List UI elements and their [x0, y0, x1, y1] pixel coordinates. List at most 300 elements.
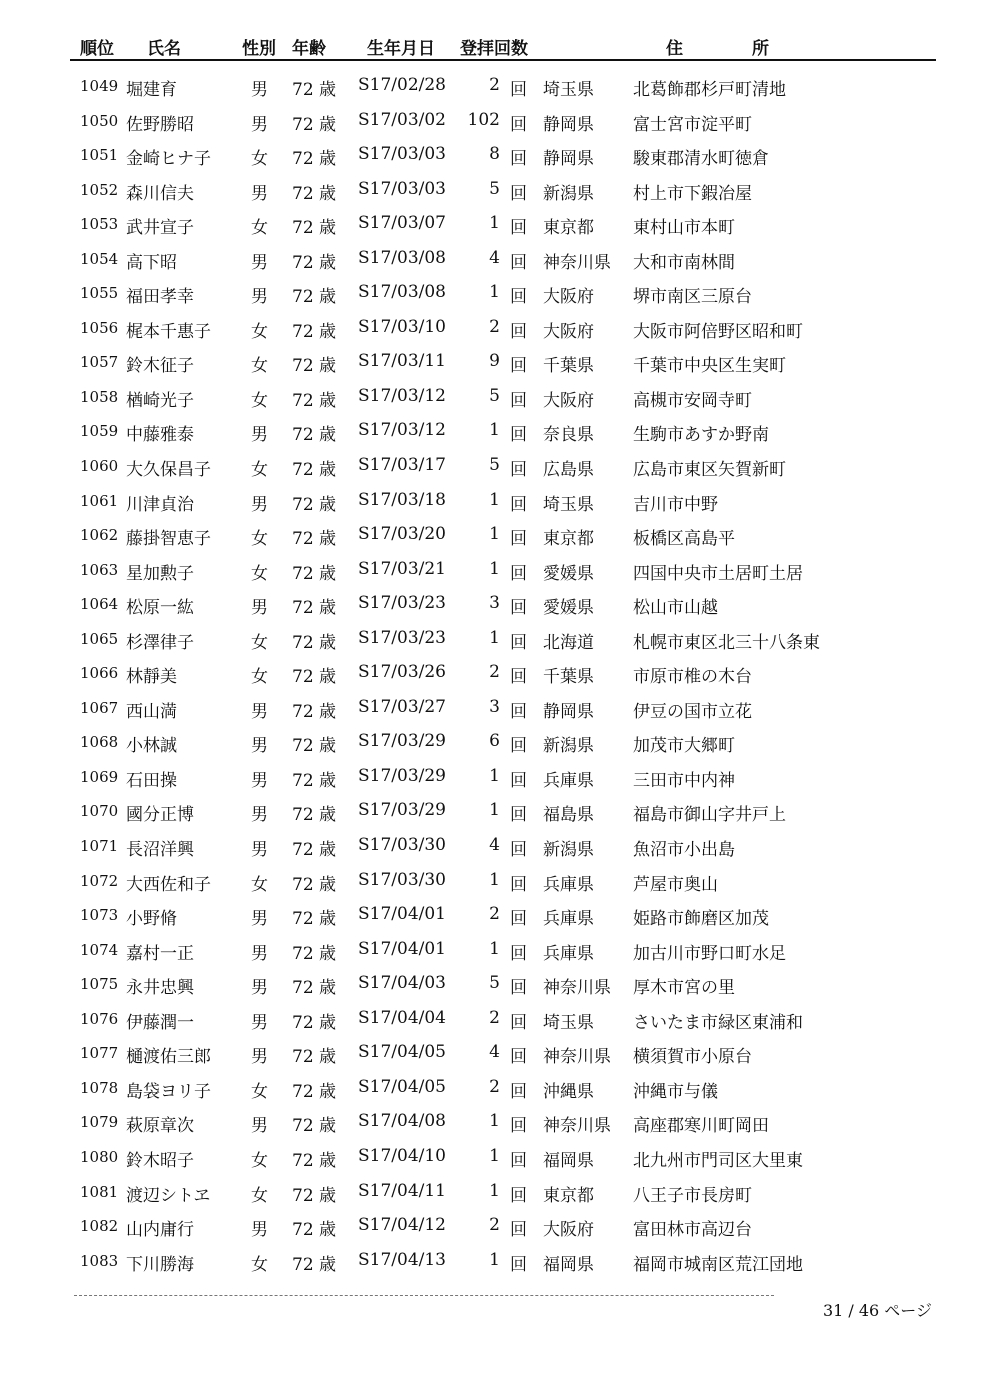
row-name: 山内庸行 [126, 1220, 194, 1241]
table-row [0, 1035, 988, 1070]
row-count-unit: 回 [510, 770, 527, 791]
row-prefecture: 愛媛県 [543, 598, 594, 619]
row-prefecture: 北海道 [543, 632, 594, 653]
row-count: 1 [489, 489, 500, 510]
row-count-unit: 回 [510, 701, 527, 722]
row-sex: 女 [251, 529, 268, 550]
row-count-unit: 回 [510, 598, 527, 619]
row-count: 2 [489, 316, 500, 337]
row-sex: 男 [251, 183, 268, 204]
row-prefecture: 兵庫県 [543, 770, 594, 791]
row-count-unit: 回 [510, 218, 527, 239]
row-address: 加茂市大郷町 [633, 736, 735, 757]
table-row [0, 1070, 988, 1105]
row-count-unit: 回 [510, 1220, 527, 1241]
row-prefecture: 神奈川県 [543, 978, 611, 999]
row-prefecture: 新潟県 [543, 840, 594, 861]
row-count-unit: 回 [510, 1254, 527, 1275]
row-name: 大西佐和子 [126, 874, 211, 895]
row-address: 生駒市あすか野南 [633, 425, 769, 446]
row-count: 2 [489, 1076, 500, 1097]
row-count-unit: 回 [510, 149, 527, 170]
row-number: 1076 [80, 1009, 119, 1028]
row-dob: S17/04/10 [358, 1145, 446, 1166]
row-prefecture: 静岡県 [543, 114, 594, 135]
row-name: 高下昭 [126, 252, 177, 273]
table-row [0, 137, 988, 172]
row-number: 1054 [80, 249, 119, 268]
row-age: 72 歳 [292, 287, 337, 308]
row-number: 1068 [80, 733, 119, 752]
row-count-unit: 回 [510, 1047, 527, 1068]
row-prefecture: 大阪府 [543, 321, 594, 342]
row-number: 1081 [80, 1182, 119, 1201]
row-dob: S17/03/10 [358, 316, 446, 337]
table-row [0, 344, 988, 379]
row-sex: 男 [251, 252, 268, 273]
row-count: 2 [489, 1215, 500, 1236]
row-number: 1080 [80, 1147, 119, 1166]
row-count-unit: 回 [510, 563, 527, 584]
row-age: 72 歳 [292, 183, 337, 204]
table-row [0, 863, 988, 898]
row-sex: 男 [251, 943, 268, 964]
row-number: 1082 [80, 1217, 119, 1236]
row-count: 4 [489, 1042, 500, 1063]
row-age: 72 歳 [292, 943, 337, 964]
row-sex: 女 [251, 667, 268, 688]
row-name: 下川勝海 [126, 1254, 194, 1275]
row-name: 永井忠興 [126, 978, 194, 999]
row-name: 大久保昌子 [126, 460, 211, 481]
row-count: 6 [489, 731, 500, 752]
row-age: 72 歳 [292, 1254, 337, 1275]
header-address-1: 住 [666, 39, 683, 59]
row-count: 5 [489, 973, 500, 994]
row-prefecture: 神奈川県 [543, 1047, 611, 1068]
row-name: 長沼洋興 [126, 840, 194, 861]
row-count: 1 [489, 1180, 500, 1201]
table-row [0, 932, 988, 967]
row-prefecture: 新潟県 [543, 736, 594, 757]
table-row [0, 448, 988, 483]
row-sex: 男 [251, 736, 268, 757]
row-address: 北葛飾郡杉戸町清地 [633, 80, 786, 100]
row-name: 梶本千惠子 [126, 321, 211, 342]
row-count: 3 [489, 696, 500, 717]
row-age: 72 歳 [292, 1012, 337, 1033]
row-address: 福岡市城南区荒江団地 [633, 1254, 803, 1275]
row-prefecture: 東京都 [543, 1185, 594, 1206]
row-dob: S17/04/01 [358, 904, 446, 925]
row-count-unit: 回 [510, 909, 527, 930]
row-address: 福島市御山字井戸上 [633, 805, 786, 826]
row-age: 72 歳 [292, 218, 337, 239]
row-address: 北九州市門司区大里東 [633, 1150, 803, 1171]
row-prefecture: 静岡県 [543, 149, 594, 170]
row-sex: 男 [251, 80, 268, 100]
row-prefecture: 東京都 [543, 218, 594, 239]
row-address: 駿東郡清水町徳倉 [633, 149, 769, 170]
row-age: 72 歳 [292, 149, 337, 170]
row-count-unit: 回 [510, 667, 527, 688]
table-row [0, 724, 988, 759]
row-count: 2 [489, 75, 500, 95]
row-number: 1066 [80, 664, 119, 683]
row-prefecture: 愛媛県 [543, 563, 594, 584]
row-prefecture: 大阪府 [543, 287, 594, 308]
row-number: 1067 [80, 698, 119, 717]
row-age: 72 歳 [292, 701, 337, 722]
row-address: 八王子市長房町 [633, 1185, 752, 1206]
table-row [0, 621, 988, 656]
row-name: 佐野勝昭 [126, 114, 194, 135]
row-age: 72 歳 [292, 114, 337, 135]
row-address: 板橋区高島平 [633, 529, 735, 550]
header-dob: 生年月日 [367, 39, 435, 59]
table-row [0, 1104, 988, 1139]
row-count: 1 [489, 765, 500, 786]
row-address: 伊豆の国市立花 [633, 701, 752, 722]
row-dob: S17/04/04 [358, 1007, 446, 1028]
row-dob: S17/03/29 [358, 731, 446, 752]
row-prefecture: 大阪府 [543, 1220, 594, 1241]
row-count-unit: 回 [510, 494, 527, 515]
row-prefecture: 広島県 [543, 460, 594, 481]
row-sex: 男 [251, 770, 268, 791]
row-age: 72 歳 [292, 632, 337, 653]
row-number: 1053 [80, 215, 119, 234]
row-count-unit: 回 [510, 736, 527, 757]
table-row [0, 241, 988, 276]
row-count: 2 [489, 662, 500, 683]
row-count: 1 [489, 282, 500, 303]
row-count-unit: 回 [510, 1150, 527, 1171]
table-row [0, 206, 988, 241]
row-dob: S17/04/12 [358, 1215, 446, 1236]
row-address: 加古川市野口町水足 [633, 943, 786, 964]
table-row [0, 103, 988, 138]
row-name: 伊藤潤一 [126, 1012, 194, 1033]
row-number: 1065 [80, 629, 119, 648]
row-name: 萩原章次 [126, 1116, 194, 1137]
row-count-unit: 回 [510, 632, 527, 653]
row-sex: 女 [251, 390, 268, 411]
row-dob: S17/03/17 [358, 455, 446, 476]
row-dob: S17/03/03 [358, 144, 446, 165]
row-age: 72 歳 [292, 252, 337, 273]
row-number: 1062 [80, 526, 119, 545]
row-dob: S17/04/01 [358, 938, 446, 959]
row-count: 1 [489, 800, 500, 821]
row-prefecture: 兵庫県 [543, 909, 594, 930]
row-address: 大和市南林間 [633, 252, 735, 273]
table-row [0, 586, 988, 621]
row-count-unit: 回 [510, 943, 527, 964]
row-count-unit: 回 [510, 460, 527, 481]
table-row [0, 68, 988, 103]
table-row [0, 413, 988, 448]
row-address: 高槻市安岡寺町 [633, 390, 752, 411]
header-name: 氏名 [147, 39, 181, 59]
row-address: 魚沼市小出島 [633, 840, 735, 861]
row-number: 1059 [80, 422, 119, 441]
row-sex: 女 [251, 632, 268, 653]
row-sex: 男 [251, 425, 268, 446]
row-dob: S17/03/29 [358, 800, 446, 821]
row-age: 72 歳 [292, 1185, 337, 1206]
row-age: 72 歳 [292, 736, 337, 757]
row-name: 國分正博 [126, 805, 194, 826]
row-number: 1063 [80, 560, 119, 579]
row-count: 1 [489, 558, 500, 579]
row-address: 松山市山越 [633, 598, 718, 619]
row-count: 1 [489, 213, 500, 234]
row-dob: S17/03/02 [358, 109, 446, 130]
row-address: 芦屋市奥山 [633, 874, 718, 895]
row-dob: S17/03/12 [358, 385, 446, 406]
row-address: 富田林市高辺台 [633, 1220, 752, 1241]
row-name: 川津貞治 [126, 494, 194, 515]
row-name: 島袋ヨリ子 [126, 1081, 211, 1102]
row-count-unit: 回 [510, 356, 527, 377]
row-prefecture: 奈良県 [543, 425, 594, 446]
row-number: 1083 [80, 1251, 119, 1270]
header-rank: 順位 [80, 39, 114, 59]
row-prefecture: 千葉県 [543, 667, 594, 688]
page-number: 31 / 46 ページ [822, 1301, 932, 1320]
row-dob: S17/04/03 [358, 973, 446, 994]
row-age: 72 歳 [292, 909, 337, 930]
row-age: 72 歳 [292, 598, 337, 619]
row-count-unit: 回 [510, 183, 527, 204]
row-number: 1056 [80, 318, 119, 337]
header-rule [70, 59, 936, 61]
row-prefecture: 埼玉県 [543, 494, 594, 515]
table-row [0, 517, 988, 552]
row-prefecture: 沖縄県 [543, 1081, 594, 1102]
row-count: 5 [489, 385, 500, 406]
row-address: 富士宮市淀平町 [633, 114, 752, 135]
row-count: 1 [489, 524, 500, 545]
row-count-unit: 回 [510, 1012, 527, 1033]
row-count-unit: 回 [510, 252, 527, 273]
row-number: 1064 [80, 595, 119, 614]
row-number: 1078 [80, 1078, 119, 1097]
row-prefecture: 大阪府 [543, 390, 594, 411]
row-count-unit: 回 [510, 874, 527, 895]
row-prefecture: 兵庫県 [543, 874, 594, 895]
row-address: 広島市東区矢賀新町 [633, 460, 786, 481]
row-address: 市原市椎の木台 [633, 667, 752, 688]
row-address: 沖縄市与儀 [633, 1081, 718, 1102]
row-count: 1 [489, 627, 500, 648]
row-count-unit: 回 [510, 425, 527, 446]
row-address: 千葉市中央区生実町 [633, 356, 786, 377]
row-name: 林靜美 [126, 667, 177, 688]
row-prefecture: 神奈川県 [543, 252, 611, 273]
row-age: 72 歳 [292, 1150, 337, 1171]
row-number: 1070 [80, 802, 119, 821]
row-dob: S17/02/28 [358, 75, 446, 95]
row-dob: S17/03/07 [358, 213, 446, 234]
row-count-unit: 回 [510, 1185, 527, 1206]
row-sex: 女 [251, 1185, 268, 1206]
table-row [0, 310, 988, 345]
row-age: 72 歳 [292, 1220, 337, 1241]
table-row [0, 1139, 988, 1174]
row-count: 1 [489, 1145, 500, 1166]
row-age: 72 歳 [292, 460, 337, 481]
row-dob: S17/04/13 [358, 1249, 446, 1270]
row-age: 72 歳 [292, 80, 337, 100]
row-sex: 女 [251, 149, 268, 170]
row-name: 藤掛智恵子 [126, 529, 211, 550]
row-count-unit: 回 [510, 1081, 527, 1102]
table-row [0, 1174, 988, 1209]
table-row [0, 828, 988, 863]
row-number: 1075 [80, 975, 119, 994]
table-row [0, 483, 988, 518]
row-count: 5 [489, 455, 500, 476]
row-dob: S17/03/21 [358, 558, 446, 579]
row-name: 嘉村一正 [126, 943, 194, 964]
row-prefecture: 神奈川県 [543, 1116, 611, 1137]
footer-divider [74, 1295, 774, 1296]
row-count-unit: 回 [510, 390, 527, 411]
row-count-unit: 回 [510, 529, 527, 550]
row-age: 72 歳 [292, 770, 337, 791]
row-count-unit: 回 [510, 978, 527, 999]
row-number: 1077 [80, 1044, 119, 1063]
row-dob: S17/04/08 [358, 1111, 446, 1132]
row-sex: 男 [251, 840, 268, 861]
row-name: 小林誠 [126, 736, 177, 757]
row-number: 1055 [80, 284, 119, 303]
row-count: 2 [489, 904, 500, 925]
row-prefecture: 千葉県 [543, 356, 594, 377]
row-number: 1074 [80, 940, 119, 959]
row-name: 武井宣子 [126, 218, 194, 239]
row-count-unit: 回 [510, 80, 527, 100]
table-row [0, 759, 988, 794]
table-header [70, 34, 936, 58]
row-age: 72 歳 [292, 563, 337, 584]
row-name: 渡辺シトヱ [126, 1185, 211, 1206]
table-row [0, 1001, 988, 1036]
row-age: 72 歳 [292, 1047, 337, 1068]
row-address: 横須賀市小原台 [633, 1047, 752, 1068]
row-count: 1 [489, 1249, 500, 1270]
row-prefecture: 埼玉県 [543, 80, 594, 100]
row-count: 4 [489, 247, 500, 268]
row-dob: S17/03/08 [358, 282, 446, 303]
row-name: 杉澤律子 [126, 632, 194, 653]
row-sex: 女 [251, 1081, 268, 1102]
row-address: 東村山市本町 [633, 218, 735, 239]
row-count: 3 [489, 593, 500, 614]
row-number: 1073 [80, 906, 119, 925]
row-number: 1079 [80, 1113, 119, 1132]
row-age: 72 歳 [292, 529, 337, 550]
table-body [0, 68, 988, 1277]
row-dob: S17/03/03 [358, 178, 446, 199]
row-prefecture: 静岡県 [543, 701, 594, 722]
row-address: さいたま市緑区東浦和 [633, 1012, 803, 1033]
row-dob: S17/03/20 [358, 524, 446, 545]
row-prefecture: 福岡県 [543, 1254, 594, 1275]
row-count-unit: 回 [510, 805, 527, 826]
row-number: 1071 [80, 837, 119, 856]
row-name: 鈴木征子 [126, 356, 194, 377]
row-dob: S17/03/08 [358, 247, 446, 268]
row-address: 姫路市飾磨区加茂 [633, 909, 769, 930]
row-sex: 男 [251, 701, 268, 722]
row-prefecture: 埼玉県 [543, 1012, 594, 1033]
row-prefecture: 兵庫県 [543, 943, 594, 964]
row-count-unit: 回 [510, 114, 527, 135]
row-name: 金崎ヒナ子 [126, 149, 211, 170]
row-age: 72 歳 [292, 321, 337, 342]
row-age: 72 歳 [292, 390, 337, 411]
row-dob: S17/03/12 [358, 420, 446, 441]
row-dob: S17/04/05 [358, 1042, 446, 1063]
row-sex: 女 [251, 1254, 268, 1275]
row-address: 三田市中内神 [633, 770, 735, 791]
table-row [0, 275, 988, 310]
row-address: 四国中央市土居町土居 [633, 563, 803, 584]
row-count-unit: 回 [510, 321, 527, 342]
row-name: 西山満 [126, 701, 177, 722]
table-row [0, 966, 988, 1001]
row-address: 高座郡寒川町岡田 [633, 1116, 769, 1137]
row-age: 72 歳 [292, 805, 337, 826]
row-sex: 女 [251, 321, 268, 342]
table-row [0, 655, 988, 690]
row-number: 1058 [80, 387, 119, 406]
row-dob: S17/04/11 [358, 1180, 446, 1201]
row-number: 1051 [80, 146, 119, 165]
row-address: 堺市南区三原台 [633, 287, 752, 308]
row-sex: 女 [251, 460, 268, 481]
row-address: 大阪市阿倍野区昭和町 [633, 321, 803, 342]
row-sex: 男 [251, 1012, 268, 1033]
row-dob: S17/04/05 [358, 1076, 446, 1097]
table-row [0, 172, 988, 207]
row-name: 鈴木昭子 [126, 1150, 194, 1171]
row-age: 72 歳 [292, 874, 337, 895]
row-sex: 男 [251, 1047, 268, 1068]
row-count: 1 [489, 869, 500, 890]
row-age: 72 歳 [292, 1081, 337, 1102]
row-dob: S17/03/11 [358, 351, 446, 372]
row-count: 8 [489, 144, 500, 165]
row-sex: 女 [251, 1150, 268, 1171]
row-sex: 男 [251, 909, 268, 930]
row-count: 5 [489, 178, 500, 199]
row-sex: 女 [251, 356, 268, 377]
header-count: 登拝回数 [460, 39, 528, 59]
table-row [0, 793, 988, 828]
row-number: 1069 [80, 767, 119, 786]
row-sex: 男 [251, 1220, 268, 1241]
row-count: 2 [489, 1007, 500, 1028]
row-sex: 男 [251, 494, 268, 515]
row-count: 1 [489, 938, 500, 959]
row-address: 吉川市中野 [633, 494, 718, 515]
row-name: 森川信夫 [126, 183, 194, 204]
row-count: 1 [489, 420, 500, 441]
